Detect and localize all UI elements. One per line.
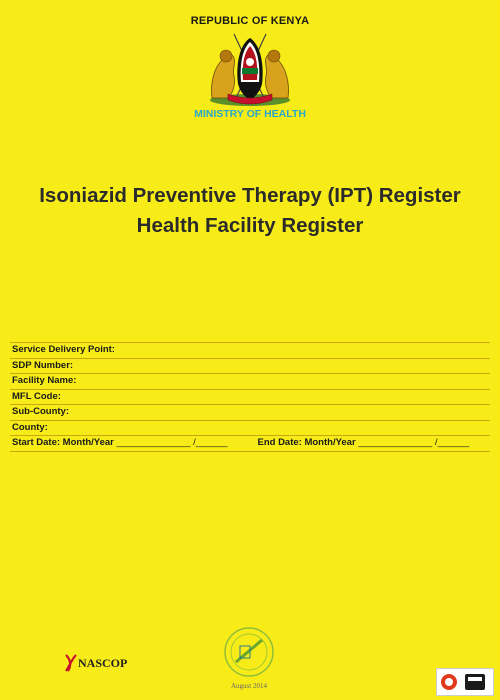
register-title-line2: Health Facility Register bbox=[136, 214, 364, 237]
field-service-delivery-point[interactable] bbox=[10, 343, 490, 359]
field-county[interactable] bbox=[10, 421, 490, 437]
ministry-heading: MINISTRY OF HEALTH bbox=[194, 108, 306, 120]
field-label: MFL Code: bbox=[12, 390, 61, 402]
field-sdp-number[interactable] bbox=[10, 359, 490, 375]
country-heading: REPUBLIC OF KENYA bbox=[190, 15, 310, 27]
program-seal-icon bbox=[214, 622, 284, 692]
field-label: Sub-County: bbox=[12, 406, 69, 417]
field-label: County: bbox=[12, 421, 48, 433]
end-date-field[interactable] bbox=[257, 436, 469, 451]
register-title-line1: Isoniazid Preventive Therapy (IPT) Register bbox=[39, 184, 461, 207]
field-sub-county[interactable] bbox=[10, 405, 490, 421]
nascop-logo bbox=[62, 651, 132, 673]
register-title bbox=[0, 181, 500, 241]
end-date-blank: ______________ /______ bbox=[358, 437, 470, 448]
field-mfl-code[interactable] bbox=[10, 390, 490, 406]
end-date-label: End Date: Month/Year bbox=[257, 437, 356, 448]
register-details-form bbox=[10, 342, 490, 452]
seal-caption: August 2014 bbox=[231, 682, 267, 690]
field-label: SDP Number: bbox=[12, 359, 74, 371]
field-label: Service Delivery Point: bbox=[12, 344, 115, 355]
start-date-blank: ______________ /______ bbox=[116, 437, 228, 448]
start-date-field[interactable] bbox=[12, 436, 227, 451]
field-label: Facility Name: bbox=[12, 375, 77, 386]
field-dates bbox=[10, 436, 490, 452]
start-date-label: Start Date: Month/Year bbox=[12, 437, 114, 448]
field-facility-name[interactable] bbox=[10, 374, 490, 390]
kenya-coat-of-arms-icon bbox=[204, 28, 296, 110]
certification-badge-icon bbox=[436, 668, 494, 696]
nascop-logo-text: NASCOP bbox=[78, 656, 128, 670]
